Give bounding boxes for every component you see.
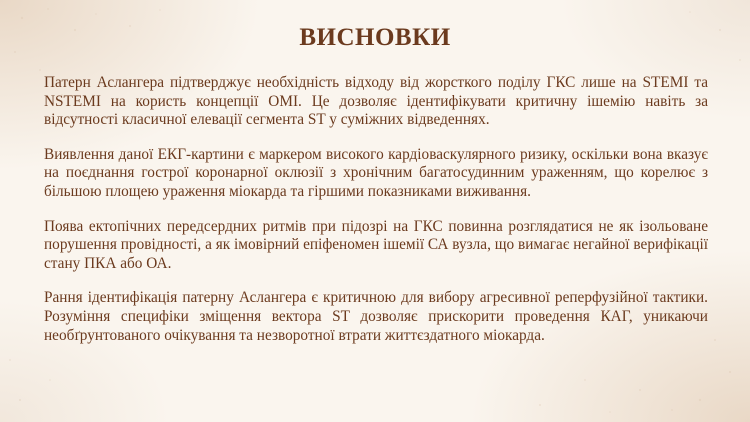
paragraph-3: Поява ектопічних передсердних ритмів при підозрі на ГКС повинна розглядатися не як ізольоване порушення провідності, а як імовірний епіфеномен ішемії СА вузла, що вимагає негайної верифікації стану ПКА або ОА.	[44, 217, 708, 272]
slide-title: ВИСНОВКИ	[299, 24, 451, 51]
conclusions-body	[44, 74, 708, 361]
paragraph-4: Рання ідентифікація патерну Аслангера є критичною для вибору агресивної реперфузійної тактики. Розуміння специфіки зміщення вектора ST дозволяє прискорити проведення КАГ, уникаючи необґрунтованого очікування та незворотної втрати життєздатного міокарда.	[44, 289, 708, 344]
paragraph-2: Виявлення даної ЕКГ-картини є маркером високого кардіоваскулярного ризику, оскільки вона вказує на поєднання гострої коронарної оклюзії з хронічним багатосудинним ураженням, що корелює з більшою площею ураження міокарда та гіршими показниками виживання.	[44, 145, 708, 200]
paragraph-1: Патерн Аслангера підтверджує необхідність відходу від жорсткого поділу ГКС лише на STEMI та NSTEMI на користь концепції OMI. Це дозволяє ідентифікувати критичну ішемію навіть за відсутності класичної елевації сегмента ST у суміжних відведеннях.	[44, 74, 708, 129]
